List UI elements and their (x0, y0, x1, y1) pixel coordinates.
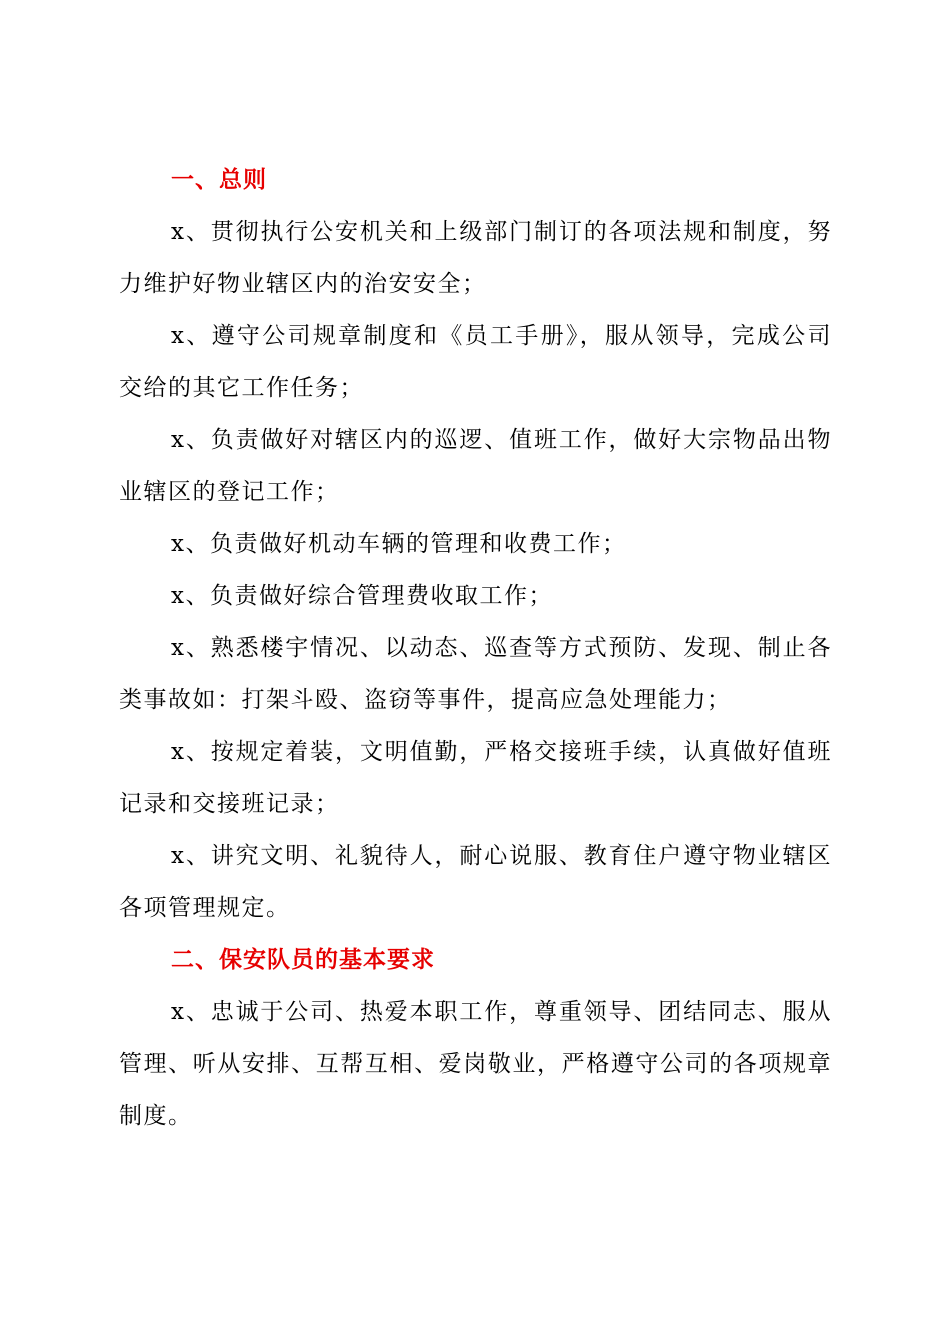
paragraph: x、讲究文明、礼貌待人，耐心说服、教育住户遵守物业辖区各项管理规定。 (119, 843, 832, 921)
paragraph: x、负责做好机动车辆的管理和收费工作； (171, 531, 627, 557)
document-body (119, 154, 832, 1142)
section-basic-requirements (119, 934, 832, 1142)
paragraph: x、遵守公司规章制度和《员工手册》，服从领导，完成公司交给的其它工作任务； (119, 323, 832, 401)
paragraph: x、忠诚于公司、热爱本职工作，尊重领导、团结同志、服从管理、听从安排、互帮互相、爱岗敬业，严格遵守公司的各项规章制度。 (119, 999, 832, 1129)
section-heading: 一、总则 (171, 167, 267, 193)
paragraph: x、熟悉楼宇情况、以动态、巡查等方式预防、发现、制止各类事故如：打架斗殴、盗窃等事件，提高应急处理能力； (119, 635, 832, 713)
section-heading: 二、保安队员的基本要求 (171, 947, 435, 973)
paragraph: x、负责做好对辖区内的巡逻、值班工作，做好大宗物品出物业辖区的登记工作； (119, 427, 832, 505)
paragraph: x、贯彻执行公安机关和上级部门制订的各项法规和制度，努力维护好物业辖区内的治安安全； (119, 219, 832, 297)
paragraph: x、按规定着装，文明值勤，严格交接班手续，认真做好值班记录和交接班记录； (119, 739, 832, 817)
section-general (119, 154, 832, 934)
paragraph: x、负责做好综合管理费收取工作； (171, 583, 553, 609)
